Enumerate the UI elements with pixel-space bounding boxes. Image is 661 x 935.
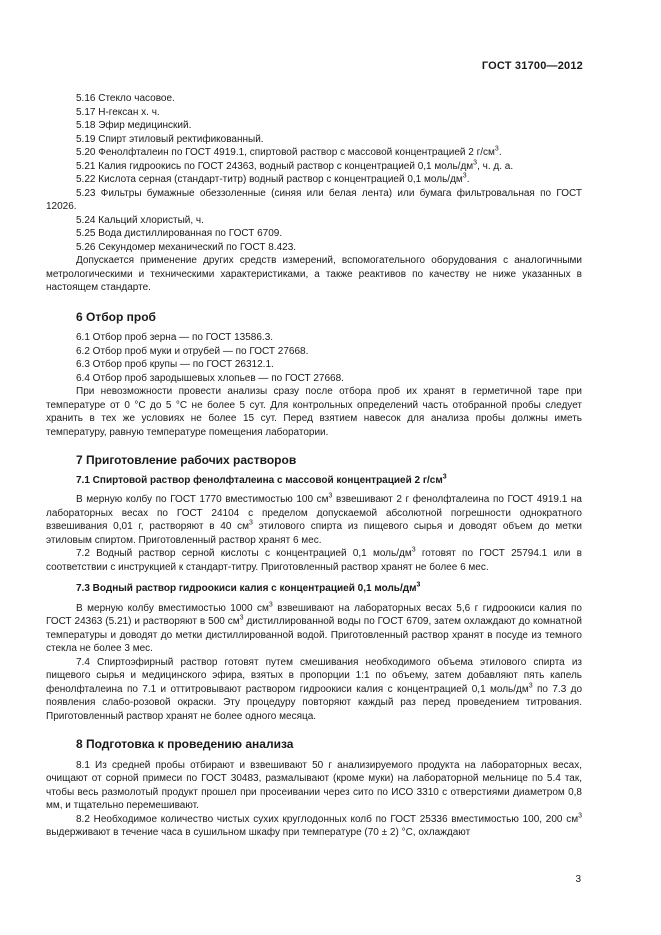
list-item: 5.23 Фильтры бумажные обеззоленные (синяя или белая лента) или бумага фильтровальная по ГОСТ 12026. <box>46 187 582 212</box>
list-item: 5.17 Н-гексан х. ч. <box>76 106 160 118</box>
paragraph: Допускается применение других средств измерений, вспомогательного оборудования с аналогичными метрологическими и техническими характеристиками, а также реактивов по качеству не ниже указанных в настоящем стандарте. <box>46 255 582 293</box>
list-item: 5.26 Секундомер механический по ГОСТ 8.423. <box>76 241 297 253</box>
paragraph: 8.1 Из средней пробы отбирают и взвешивают 50 г анализируемого продукта на лабораторных весах, очищают от сорной примеси по ГОСТ 30483, размалывают (кроме муки) на лабораторной мельнице по 5.4 так, чтобы весь размолотый продукт прошел при просеивании через сито по ИСО 3310 с отверстиями диаметром 0,8 мм, и тщательно перемешивают. <box>46 759 582 811</box>
paragraph: 8.2 Необходимое количество чистых сухих круглодонных колб по ГОСТ 25336 вместимостью 100, 200 $см^3$ выдерживают в течение часа в сушильном шкафу при температуре (70 ± 2) °С, охлаждают <box>46 812 582 838</box>
paragraph: В мерную колбу по ГОСТ 1770 вместимостью 100 $см^3$ взвешивают 2 г фенолфталеина по ГОСТ 4919.1 на лабораторных весах по ГОСТ 24104 с пределом допускаемой абсолютной погрешности однократного взвешивания 0,01 г, растворяют в 40 $см^3$ этилового спирта из пищевого сырья и доводят объем до метки этиловым спиртом. Приготовленный раствор хранят 6 мес. <box>46 492 582 546</box>
page-number: 3 <box>575 874 581 885</box>
list-item: 5.16 Стекло часовое. <box>76 93 175 104</box>
list-item: 5.19 Спирт этиловый ректификованный. <box>76 133 264 145</box>
document-header: ГОСТ 31700—2012 <box>481 60 583 72</box>
list-item: 6.2 Отбор проб муки и отрубей — по ГОСТ 27668. <box>76 345 309 357</box>
list-item: 6.3 Отбор проб крупы — по ГОСТ 26312.1. <box>76 359 274 370</box>
paragraph: 7.4 Спиртоэфирный раствор готовят путем смешивания необходимого объема этилового спирта из пищевого сырья и медицинского эфира, взятых в пропорции 1:1 по объему, затем добавляют пять капель фенолфталеина по 7.1 и оттитровывают раствором гидроокиси калия с концентрацией 0,1 моль/$дм^3$ по 7.3 до появления слабо-розовой окраски. Эту процедуру повторяют каждый раз перед проведением титрования. Приготовленный раствор хранят не более одного месяца. <box>46 656 583 722</box>
list-item: 5.21 Калия гидроокись по ГОСТ 24363, водный раствор с концентрацией 0,1 моль/$дм^3$, ч. д. а. <box>76 159 514 172</box>
list-item: 6.4 Отбор проб зародышевых хлопьев — по ГОСТ 27668. <box>76 372 344 384</box>
paragraph: При невозможности провести анализы сразу после отбора проб их хранят в герметичной таре при температуре от 0 °С до 5 °С не более 5 сут. Для контрольных определений часть отобранной пробы следует хранить в тех же условиях не более 15 сут. Перед взятием навесок для анализа пробы должны иметь температуру, равную температуре помещения лаборатории. <box>46 386 582 438</box>
paragraph: 7.2 Водный раствор серной кислоты с концентрацией 0,1 моль/$дм^3$ готовят по ГОСТ 25794.1 или в соответствии с инструкцией к стандарт-титру. Приготовленный раствор хранят не более 6 мес. <box>46 546 582 573</box>
list-item: 5.20 Фенолфталеин по ГОСТ 4919.1, спиртовой раствор с массовой концентрацией 2 $г/см^3$. <box>76 145 502 158</box>
document-body <box>46 92 582 840</box>
subsection-heading: 7.3 Водный раствор гидроокиси калия с концентрацией 0,1 моль/$дм^3$ <box>76 581 421 594</box>
subsection-heading: 7.1 Спиртовой раствор фенолфталеина с массовой концентрацией 2 $г/см^3$ <box>76 473 447 486</box>
list-item: 6.1 Отбор проб зерна — по ГОСТ 13586.3. <box>76 332 274 343</box>
section-heading: 7 Приготовление рабочих растворов <box>76 453 297 467</box>
list-item: 5.24 Кальций хлористый, ч. <box>76 214 204 226</box>
section-heading: 6 Отбор проб <box>76 309 156 324</box>
section-heading: 8 Подготовка к проведению анализа <box>76 737 294 751</box>
list-item: 5.22 Кислота серная (стандарт-титр) водный раствор с концентрацией 0,1 моль/$дм^3$. <box>76 172 470 185</box>
list-item: 5.18 Эфир медицинский. <box>76 120 192 131</box>
paragraph: В мерную колбу вместимостью 1000 $см^3$ взвешивают на лабораторных весах 5,6 г гидроокиси калия по ГОСТ 24363 (5.21) и растворяют в 500 $см^3$ дистиллированной воды по ГОСТ 6709, затем охлаждают до комнатной температуры и доводят до метки дистиллированной водой. Приготовленный раствор хранят в посуде из темного стекла не более 3 мес. <box>46 601 582 654</box>
list-item: 5.25 Вода дистиллированная по ГОСТ 6709. <box>76 228 283 239</box>
